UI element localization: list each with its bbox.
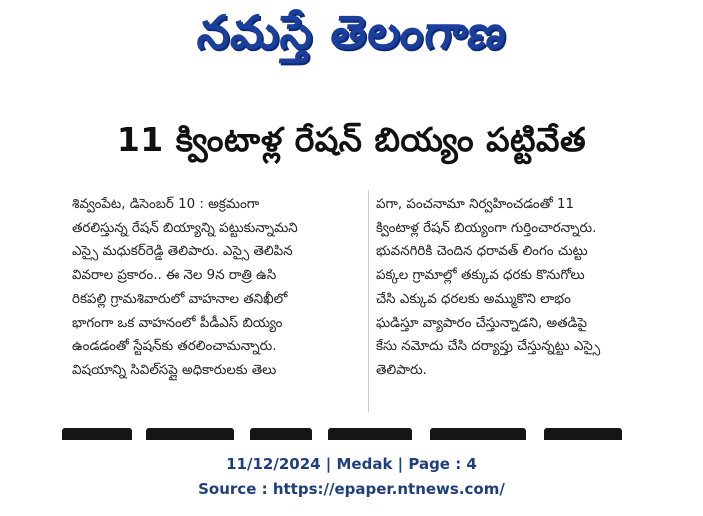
article-line: వివరాల ప్రకారం.. ఈ నెల 9న రాత్రి ఉసి [72, 268, 277, 284]
newspaper-name: నమస్తే తెలంగాణ [194, 5, 510, 59]
article-line: శివ్వంపేట, డిసెంబర్ 10 : అక్రమంగా [72, 197, 260, 212]
article-line: భువనగిరికి చెందిన ధరావత్ లింగం చుట్టు [376, 244, 588, 260]
cropped-next-headline [0, 418, 703, 440]
article-line: ఎస్సై మధుకర్‌రెడ్డి తెలిపారు. ఎస్సై తెలిపిన [72, 244, 293, 260]
article-headline: 11 క్వింటాళ్ల రేషన్ బియ్యం పట్టివేత [116, 120, 587, 159]
article-line: విషయాన్ని సివిల్‌సప్లై అధికారులకు తెలు [72, 362, 277, 378]
article-line: ఉండడంతో స్టేషన్‌కు తరలించామన్నారు. [72, 339, 277, 355]
article-line: భాగంగా ఒక వాహనంలో పీడీఎస్ బియ్యం [72, 315, 283, 331]
article-line: చేసి ఎక్కువ ధరలకు అమ్ముకొని లాభం [376, 291, 571, 307]
source-url: Source : https://epaper.ntnews.com/ [198, 480, 505, 498]
article-line: క్వింటాళ్ల రేషన్ బియ్యంగా గుర్తించారన్నారు. [376, 220, 597, 236]
article-column-left [72, 193, 364, 383]
source-footer [0, 452, 703, 502]
article-column-right [376, 193, 672, 383]
article-line: ఘడిస్తూ వ్యాపారం చేస్తున్నాడని, అతడిపై [376, 315, 588, 331]
article-line: పగా, పంచనామా నిర్వహించడంతో 11 [376, 197, 575, 212]
article-line: పక్కల గ్రామాల్లో తక్కువ ధరకు కొనుగోలు [376, 268, 585, 284]
column-divider [368, 190, 369, 412]
masthead-logo [0, 4, 703, 72]
article-line: తరలిస్తున్న రేషన్ బియ్యాన్ని పట్టుకున్నామని [72, 220, 298, 236]
article-line: రికపల్లి గ్రామశివారులో వాహనాల తనిఖీలో [72, 291, 288, 307]
article-line: కేసు నమోదు చేసి దర్యాప్తు చేస్తున్నట్టు ఎస్సై [376, 339, 601, 355]
edition-info: 11/12/2024 | Medak | Page : 4 [226, 455, 477, 473]
article-line: తెలిపారు. [376, 362, 427, 378]
